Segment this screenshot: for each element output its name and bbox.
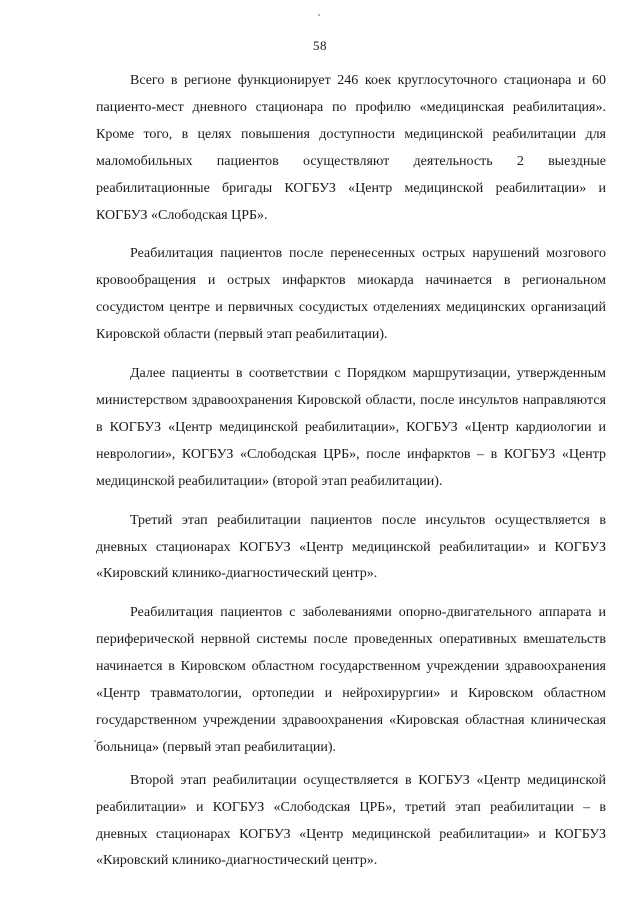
scan-artifact [318, 14, 320, 16]
body-text [96, 68, 606, 887]
paragraph-musculoskeletal-first-stage: Реабилитация пациентов с заболеваниями опорно-двигательного аппарата и периферической нервной системы после проведенных оперативных вмешательств начинается в Кировском областном государственном учреждении здравоохранения «Центр травматологии, ортопедии и нейрохирургии» и Кировском областном государственном учреждении здравоохранения «Кировская областная клиническая больница» (первый этап реабилитации). [96, 605, 606, 755]
scan-artifact [94, 740, 96, 742]
paragraph-first-stage-vascular: Реабилитация пациентов после перенесенных острых нарушений мозгового кровообращения и острых инфарктов миокарда начинается в региональном сосудистом центре и первичных сосудистых отделениях медицинских организаций Кировской области (первый этап реабилитации). [96, 246, 606, 343]
paragraph-rehab-capacity: Всего в регионе функционирует 246 коек круглосуточного стационара и 60 пациенто-мест дневного стационара по профилю «медицинская реабилитация». Кроме того, в целях повышения доступности медицинской реабилитации для маломобильных пациентов осуществляют деятельность 2 выездные реабилитационные бригады КОГБУЗ «Центр медицинской реабилитации» и КОГБУЗ «Слободская ЦРБ». [96, 73, 606, 223]
paragraph-musculoskeletal-later-stages: Второй этап реабилитации осуществляется в КОГБУЗ «Центр медицинской реабилитации» и КОГБУЗ «Слободская ЦРБ», третий этап реабилитации – в дневных стационарах КОГБУЗ «Центр медицинской реабилитации» и КОГБУЗ «Кировский клинико-диагностический центр». [96, 772, 606, 869]
paragraph-routing-second-stage: Далее пациенты в соответствии с Порядком маршрутизации, утвержденным министерством здравоохранения Кировской области, после инсультов направляются в КОГБУЗ «Центр медицинской реабилитации», КОГБУЗ «Центр кардиологии и неврологии», КОГБУЗ «Слободская ЦРБ», после инфарктов – в КОГБУЗ «Центр медицинской реабилитации» (второй этап реабилитации). [96, 366, 606, 489]
paragraph-third-stage: Третий этап реабилитации пациентов после инсультов осуществляется в дневных стационарах КОГБУЗ «Центр медицинской реабилитации» и КОГБУЗ «Кировский клинико-диагностический центр». [96, 512, 606, 582]
page-number: 58 [313, 38, 327, 53]
